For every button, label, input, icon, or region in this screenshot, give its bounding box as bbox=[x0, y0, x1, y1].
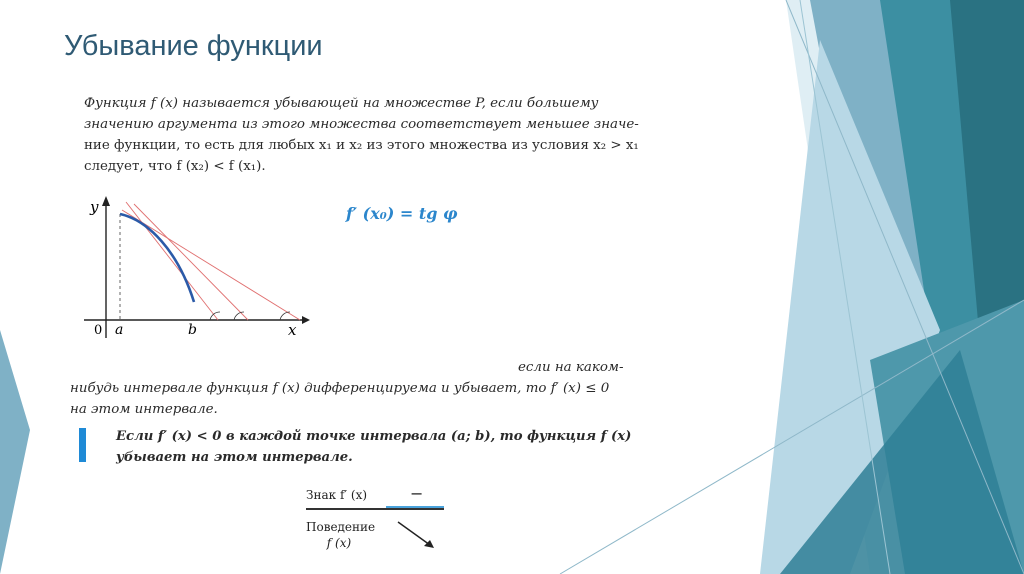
derivative-formula: f′ (x₀) = tg φ bbox=[346, 204, 458, 223]
behavior-label-line-2: f (x) bbox=[326, 536, 352, 550]
a-label: a bbox=[115, 322, 124, 338]
page-title: Убывание функции bbox=[64, 30, 323, 62]
decreasing-arrow-icon bbox=[394, 520, 438, 550]
theorem-marker-bar bbox=[79, 428, 86, 462]
tangent-line-2 bbox=[134, 204, 248, 320]
sign-table bbox=[306, 484, 448, 554]
definition-line-2: значению аргумента из этого множества соответствует меньшее значе- bbox=[84, 117, 639, 132]
x-axis-label: x bbox=[288, 321, 297, 338]
decreasing-function-graph bbox=[78, 196, 310, 338]
definition-line-4: следует, что f (x₂) < f (x₁). bbox=[84, 159, 266, 174]
behavior-label bbox=[306, 519, 376, 551]
origin-label: 0 bbox=[94, 323, 103, 338]
sign-label: Знак f′ (x) bbox=[306, 488, 368, 502]
definition-line-3: ние функции, то есть для любых x₁ и x₂ из этого множества из условия x₂ > x₁ bbox=[84, 138, 639, 153]
y-axis-arrow bbox=[102, 196, 110, 206]
angle-arc-2 bbox=[234, 312, 244, 320]
y-axis-label: y bbox=[90, 198, 99, 216]
sign-table-divider bbox=[306, 508, 444, 510]
behavior-label-line-1: Поведение bbox=[306, 520, 376, 534]
sign-value: − bbox=[410, 484, 424, 503]
definition-line-1: Функция f (x) называется убывающей на множестве P, если большему bbox=[84, 96, 599, 111]
theorem-line-1: Если f′ (x) < 0 в каждой точке интервала (a; b), то функция f (x) bbox=[116, 429, 632, 444]
definition-text bbox=[84, 93, 639, 177]
derivative-line-1: если на каком- bbox=[518, 360, 624, 375]
derivative-text bbox=[70, 357, 640, 420]
theorem-line-2: убывает на этом интервале. bbox=[116, 450, 353, 465]
sign-table-highlight bbox=[386, 506, 444, 508]
b-label: b bbox=[188, 322, 197, 338]
tangent-line-3 bbox=[122, 210, 300, 320]
x-axis-arrow bbox=[302, 316, 310, 324]
derivative-line-3: на этом интервале. bbox=[70, 402, 218, 417]
derivative-line-2: нибудь интервале функция f (x) дифференцируема и убывает, то f′ (x) ≤ 0 bbox=[70, 381, 610, 396]
theorem-text bbox=[116, 426, 636, 468]
